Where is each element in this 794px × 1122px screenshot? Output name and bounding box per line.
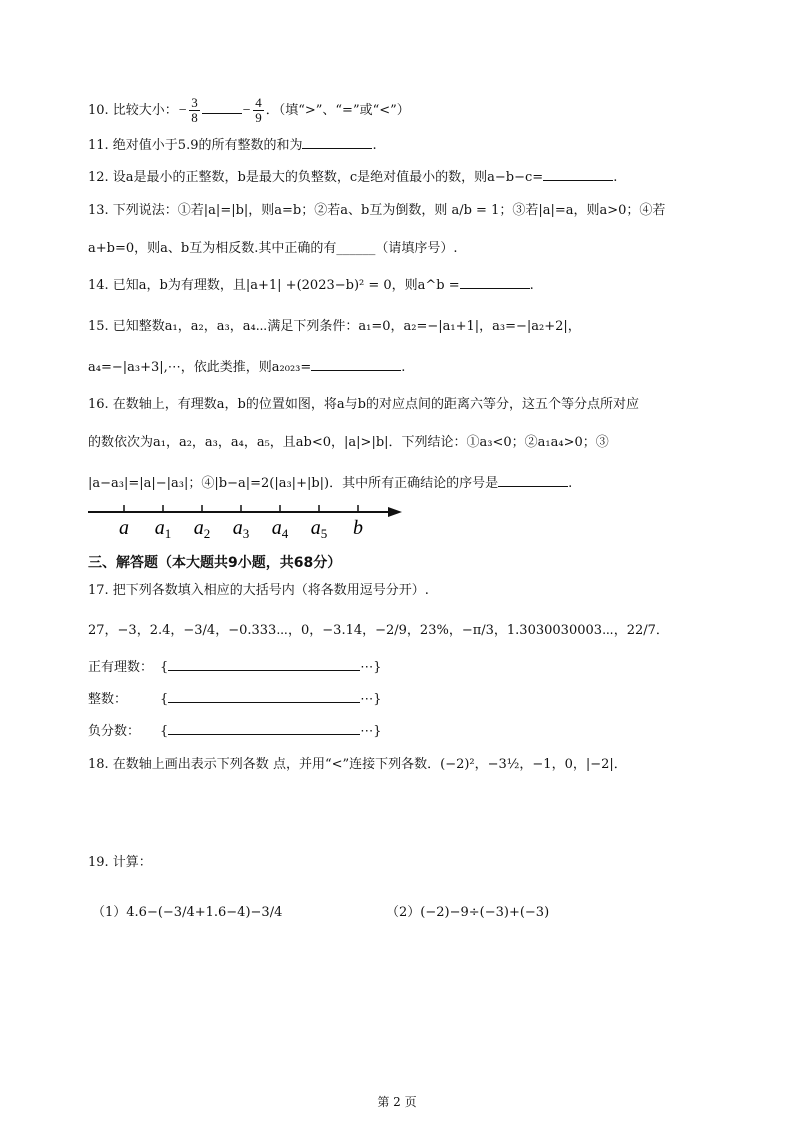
q15-blank[interactable]	[311, 356, 401, 371]
q10-blank[interactable]	[202, 99, 242, 114]
q18-text: 18. 在数轴上画出表示下列各数 点，并用“<”连接下列各数．(−2)²，−3½，−1，0，|−2|．	[88, 757, 627, 772]
question-12: 12. 设a是最小的正整数，b是最大的负整数，c是绝对值最小的数，则a−b−c= .	[88, 166, 734, 189]
question-16-line3: |a−a₃|=|a|−|a₃|；④|b−a|=2(|a₃|+|b|)．其中所有正确结论的序号是 .	[88, 472, 734, 495]
question-13-line2	[88, 238, 734, 260]
axis-label-a2: $a_2$	[193, 517, 211, 540]
q16-blank[interactable]	[498, 472, 568, 487]
question-15-line2: a₄=−|a₃+3|,⋯，依此类推，则a₂₀₂₃= .	[88, 356, 734, 379]
q19-part2: （2）(−2)−9÷(−3)+(−3)	[386, 905, 550, 920]
axis-label-b: b	[353, 517, 363, 539]
axis-label-a3: $a_3$	[232, 517, 250, 540]
q17-instruction: 17. 把下列各数填入相应的大括号内（将各数用逗号分开）.	[88, 583, 429, 598]
axis-label-a5: $a_5$	[310, 517, 328, 540]
question-13-line1	[88, 200, 734, 222]
q11-text: 11. 绝对值小于5.9的所有整数的和为	[88, 138, 303, 153]
axis-label-a4: $a_4$	[271, 517, 289, 540]
section-3-header: 三、解答题（本大题共9小题，共68分）	[88, 555, 342, 571]
question-16-line1	[88, 394, 734, 416]
axis-arrow-icon	[388, 507, 402, 517]
q11-blank[interactable]	[302, 134, 372, 149]
question-14: 14. 已知a，b为有理数，且|a+1| +(2023−b)² = 0，则a^b = .	[88, 274, 734, 297]
q13-line1: 13. 下列说法：①若|a|=|b|，则a=b；②若a、b互为倒数，则 a/b = 1；③若|a|=a，则a>0；④若	[88, 203, 666, 218]
q16-line2: 的数依次为a₁，a₂，a₃，a₄，a₅，且ab<0，|a|>|b|．下列结论：①a₃<0；②a₁a₄>0；③	[88, 435, 609, 450]
question-18	[88, 754, 734, 776]
q10-prompt: 10. 比较大小：	[88, 103, 178, 118]
number-line-figure	[86, 500, 406, 540]
question-11: 11. 绝对值小于5.9的所有整数的和为 .	[88, 134, 734, 157]
q15-line1: 15. 已知整数a₁，a₂，a₃，a₄⋯满足下列条件：a₁=0，a₂=−|a₁+1|，a₃=−|a₂+2|，	[88, 319, 581, 334]
page-number: 第 2 页	[377, 1095, 417, 1109]
q12-text: 12. 设a是最小的正整数，b是最大的负整数，c是绝对值最小的数，则a−b−c=	[88, 170, 544, 185]
integers-input[interactable]	[168, 688, 360, 703]
set-negative-fractions: 负分数： { ⋯}	[88, 720, 382, 742]
q14-blank[interactable]	[460, 274, 530, 289]
q16-line1: 16. 在数轴上，有理数a，b的位置如图，将a与b的对应点间的距离六等分，这五个等分点所对应	[88, 397, 639, 412]
question-19-part2	[386, 902, 734, 924]
question-17-numbers	[88, 620, 734, 642]
q13-line2: a+b=0，则a、b互为相反数.其中正确的有______（请填序号）.	[88, 241, 458, 256]
q12-blank[interactable]	[543, 166, 613, 181]
question-16-line2	[88, 432, 734, 454]
question-19-title: 19. 计算：	[88, 855, 152, 870]
axis-label-a1: $a_1$	[154, 517, 172, 540]
q10-instruction: ．（填“>”、“=”或“<”）	[265, 103, 410, 118]
question-15-line1	[88, 316, 734, 338]
question-10: 10. 比较大小：− $\frac{3}{8}$ − $\frac{4}{9}$ ．（填“>”、“=”或“<”）	[88, 95, 410, 125]
negative-fractions-input[interactable]	[168, 720, 360, 735]
q17-numbers: 27，−3，2.4，−3/4，−0.333⋯，0，−3.14，−2/9，23%，−π/3，1.3030030003⋯，22/7．	[88, 623, 669, 638]
q16-line3: |a−a₃|=|a|−|a₃|；④|b−a|=2(|a₃|+|b|)．其中所有正确结论的序号是	[88, 476, 499, 491]
set-integers: 整数： { ⋯}	[88, 688, 382, 710]
axis-label-a: a	[119, 517, 129, 539]
q15-line2: a₄=−|a₃+3|,⋯，依此类推，则a₂₀₂₃=	[88, 360, 312, 375]
q14-text: 14. 已知a，b为有理数，且|a+1| +(2023−b)² = 0，则a^b =	[88, 278, 460, 293]
q19-part1: （1）4.6−(−3/4+1.6−4)−3/4	[92, 905, 283, 920]
positive-rational-input[interactable]	[168, 656, 360, 671]
question-17-line1	[88, 580, 734, 602]
set-positive-rational: 正有理数： { ⋯}	[88, 656, 382, 678]
